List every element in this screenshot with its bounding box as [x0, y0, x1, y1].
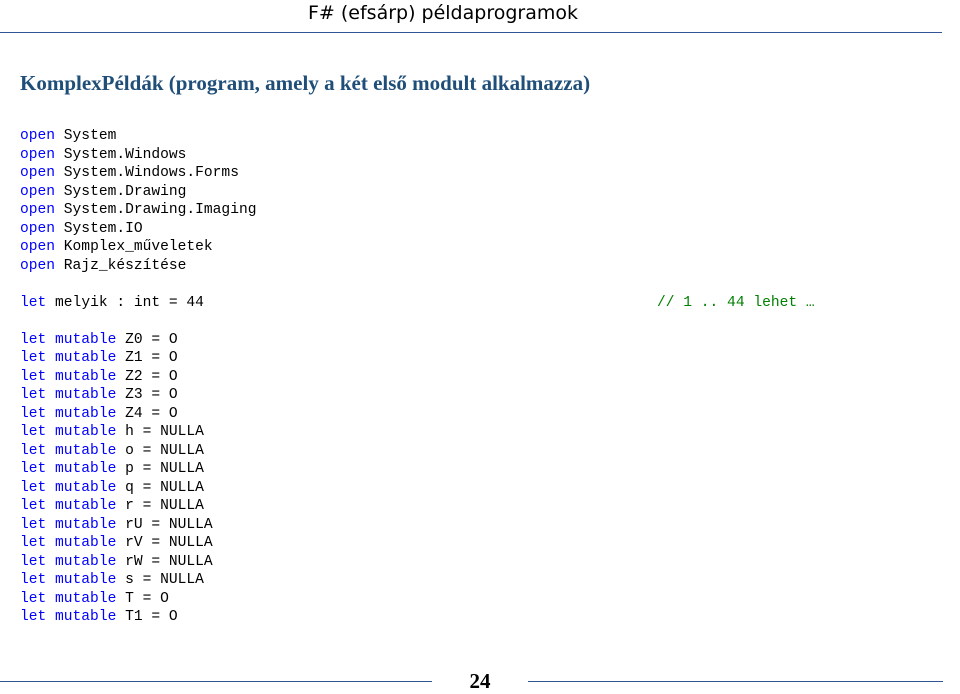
module-name: System.Windows	[63, 146, 187, 163]
binding-text: rU = NULLA	[125, 516, 213, 533]
module-name: Rajz_készítése	[63, 257, 187, 274]
keyword-let-mutable: let mutable	[20, 461, 117, 477]
code-line-open-5	[20, 201, 920, 220]
code-line-open-1	[20, 127, 920, 146]
code-blank-line	[20, 275, 920, 294]
code-line-open-4	[20, 183, 920, 202]
code-line-open-6	[20, 220, 920, 239]
module-name: System.Drawing	[63, 183, 187, 200]
code-line-mutable-9	[20, 479, 920, 498]
keyword-let-mutable: let mutable	[20, 535, 117, 551]
keyword-open: open	[20, 183, 56, 200]
code-line-mutable-10	[20, 497, 920, 516]
module-name: System.IO	[63, 220, 143, 237]
keyword-open: open	[20, 202, 56, 218]
page-header-title: F# (efsárp) példaprogramok	[307, 2, 578, 24]
module-name: System.Windows.Forms	[63, 165, 239, 181]
code-line-open-7	[20, 238, 920, 257]
binding-text: r = NULLA	[125, 498, 204, 514]
keyword-open: open	[20, 146, 56, 163]
binding-text: T1 = O	[125, 609, 178, 625]
keyword-let-mutable: let mutable	[20, 331, 117, 348]
keyword-let-mutable: let mutable	[20, 609, 117, 625]
code-line-mutable-12	[20, 534, 920, 553]
footer-rule-left	[0, 681, 432, 682]
keyword-open: open	[20, 165, 56, 181]
keyword-let-mutable: let mutable	[20, 479, 117, 496]
binding-text: Z0 = O	[125, 331, 178, 348]
binding-text: o = NULLA	[125, 442, 204, 459]
keyword-let-mutable: let mutable	[20, 350, 117, 366]
binding-text: p = NULLA	[125, 461, 204, 477]
module-name: System.Drawing.Imaging	[63, 202, 257, 218]
code-line-mutable-1	[20, 331, 920, 350]
binding-text: Z1 = O	[125, 350, 178, 366]
binding-text: q = NULLA	[125, 479, 204, 496]
keyword-open: open	[20, 220, 56, 237]
page-number: 24	[469, 669, 491, 693]
code-line-mutable-5	[20, 405, 920, 424]
section-heading: KomplexPéldák (program, amely a két első modult alkalmazza)	[20, 71, 591, 95]
code-line-mutable-11	[20, 516, 920, 535]
code-line-mutable-16	[20, 608, 920, 627]
keyword-open: open	[20, 239, 56, 255]
code-block	[20, 127, 920, 627]
keyword-let-mutable: let mutable	[20, 516, 117, 533]
code-line-mutable-8	[20, 460, 920, 479]
footer-rule-right	[528, 681, 943, 682]
binding-text: T = O	[125, 590, 169, 607]
binding-text: rV = NULLA	[125, 535, 213, 551]
code-comment: // 1 .. 44 lehet …	[657, 294, 815, 311]
code-line-mutable-2	[20, 349, 920, 368]
keyword-let-mutable: let mutable	[20, 442, 117, 459]
module-name: System	[63, 128, 117, 144]
keyword-open: open	[20, 257, 56, 274]
code-line-mutable-13	[20, 553, 920, 572]
binding-text: h = NULLA	[125, 424, 204, 440]
keyword-let-mutable: let mutable	[20, 387, 117, 403]
keyword-let-mutable: let mutable	[20, 424, 117, 440]
binding-text: Z3 = O	[125, 387, 178, 403]
keyword-let-mutable: let mutable	[20, 590, 117, 607]
binding-text: rW = NULLA	[125, 553, 213, 570]
code-line-mutable-15	[20, 590, 920, 609]
binding-text: melyik : int = 44	[55, 294, 204, 311]
code-line-mutable-6	[20, 423, 920, 442]
binding-text: s = NULLA	[125, 572, 204, 588]
code-line-open-2	[20, 146, 920, 165]
keyword-let-mutable: let mutable	[20, 368, 117, 385]
keyword-open: open	[20, 128, 56, 144]
code-line-mutable-3	[20, 368, 920, 387]
code-line-let-melyik	[20, 294, 920, 313]
code-line-open-8	[20, 257, 920, 276]
binding-text: Z2 = O	[125, 368, 178, 385]
keyword-let-mutable: let mutable	[20, 498, 117, 514]
code-line-mutable-14	[20, 571, 920, 590]
keyword-let: let	[20, 294, 47, 311]
code-line-mutable-4	[20, 386, 920, 405]
code-line-mutable-7	[20, 442, 920, 461]
module-name: Komplex_műveletek	[63, 239, 213, 255]
code-blank-line	[20, 312, 920, 331]
binding-text: Z4 = O	[125, 405, 178, 422]
code-line-open-3	[20, 164, 920, 183]
keyword-let-mutable: let mutable	[20, 553, 117, 570]
page-header	[0, 0, 942, 33]
keyword-let-mutable: let mutable	[20, 572, 117, 588]
keyword-let-mutable: let mutable	[20, 405, 117, 422]
